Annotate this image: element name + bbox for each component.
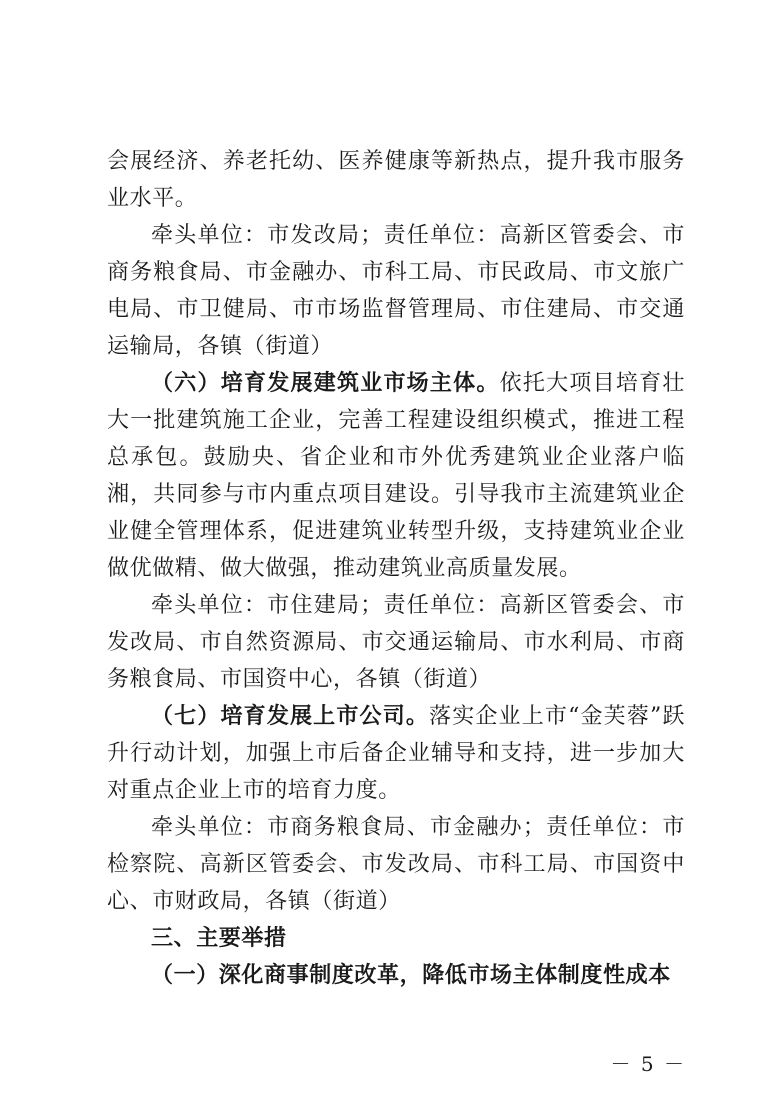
paragraph-text: 牵头单位：市发改局；责任单位：高新区管委会、市商务粮食局、市金融办、市科工局、市民政局、市文旅广电局、市卫健局、市市场监督管理局、市住建局、市交通运输局，各镇（街道） bbox=[107, 223, 685, 359]
document-body bbox=[107, 143, 685, 994]
paragraph-construction-industry bbox=[107, 365, 685, 587]
paragraph-text: 牵头单位：市住建局；责任单位：高新区管委会、市发改局、市自然资源局、市交通运输局、市水利局、市商务粮食局、市国资中心，各镇（街道） bbox=[107, 593, 685, 692]
section-heading: 三、主要举措 bbox=[151, 926, 287, 951]
paragraph-responsible-units-6 bbox=[107, 587, 685, 698]
paragraph-lead: （六）培育发展建筑业市场主体。 bbox=[151, 371, 500, 396]
paragraph-responsible-units-5 bbox=[107, 217, 685, 365]
paragraph-listed-companies bbox=[107, 698, 685, 809]
paragraph-lead: （七）培育发展上市公司。 bbox=[151, 704, 430, 729]
paragraph-text: 落实企业上市“金芙蓉”跃升行动计划，加强上市后备企业辅导和支持，进一步加大对重点企业上市的培育力度。 bbox=[107, 704, 686, 803]
section-subheading: （一）深化商事制度改革，降低市场主体制度性成本 bbox=[151, 963, 671, 988]
paragraph-text: 会展经济、养老托幼、医养健康等新热点，提升我市服务业水平。 bbox=[107, 149, 685, 211]
paragraph-text: 依托大项目培育壮大一批建筑施工企业，完善工程建设组织模式，推进工程总承包。鼓励央、省企业和市外优秀建筑业企业落户临湘，共同参与市内重点项目建设。引导我市主流建筑业企业健全管理体系，促进建筑业转型升级，支持建筑业企业做优做精、做大做强，推动建筑业高质量发展。 bbox=[107, 371, 685, 581]
paragraph-service-industry bbox=[107, 143, 685, 217]
paragraph-responsible-units-7 bbox=[107, 809, 685, 920]
page-number: － 5 － bbox=[610, 1052, 686, 1076]
paragraph-text: 牵头单位：市商务粮食局、市金融办；责任单位：市检察院、高新区管委会、市发改局、市科工局、市国资中心、市财政局，各镇（街道） bbox=[107, 815, 685, 914]
